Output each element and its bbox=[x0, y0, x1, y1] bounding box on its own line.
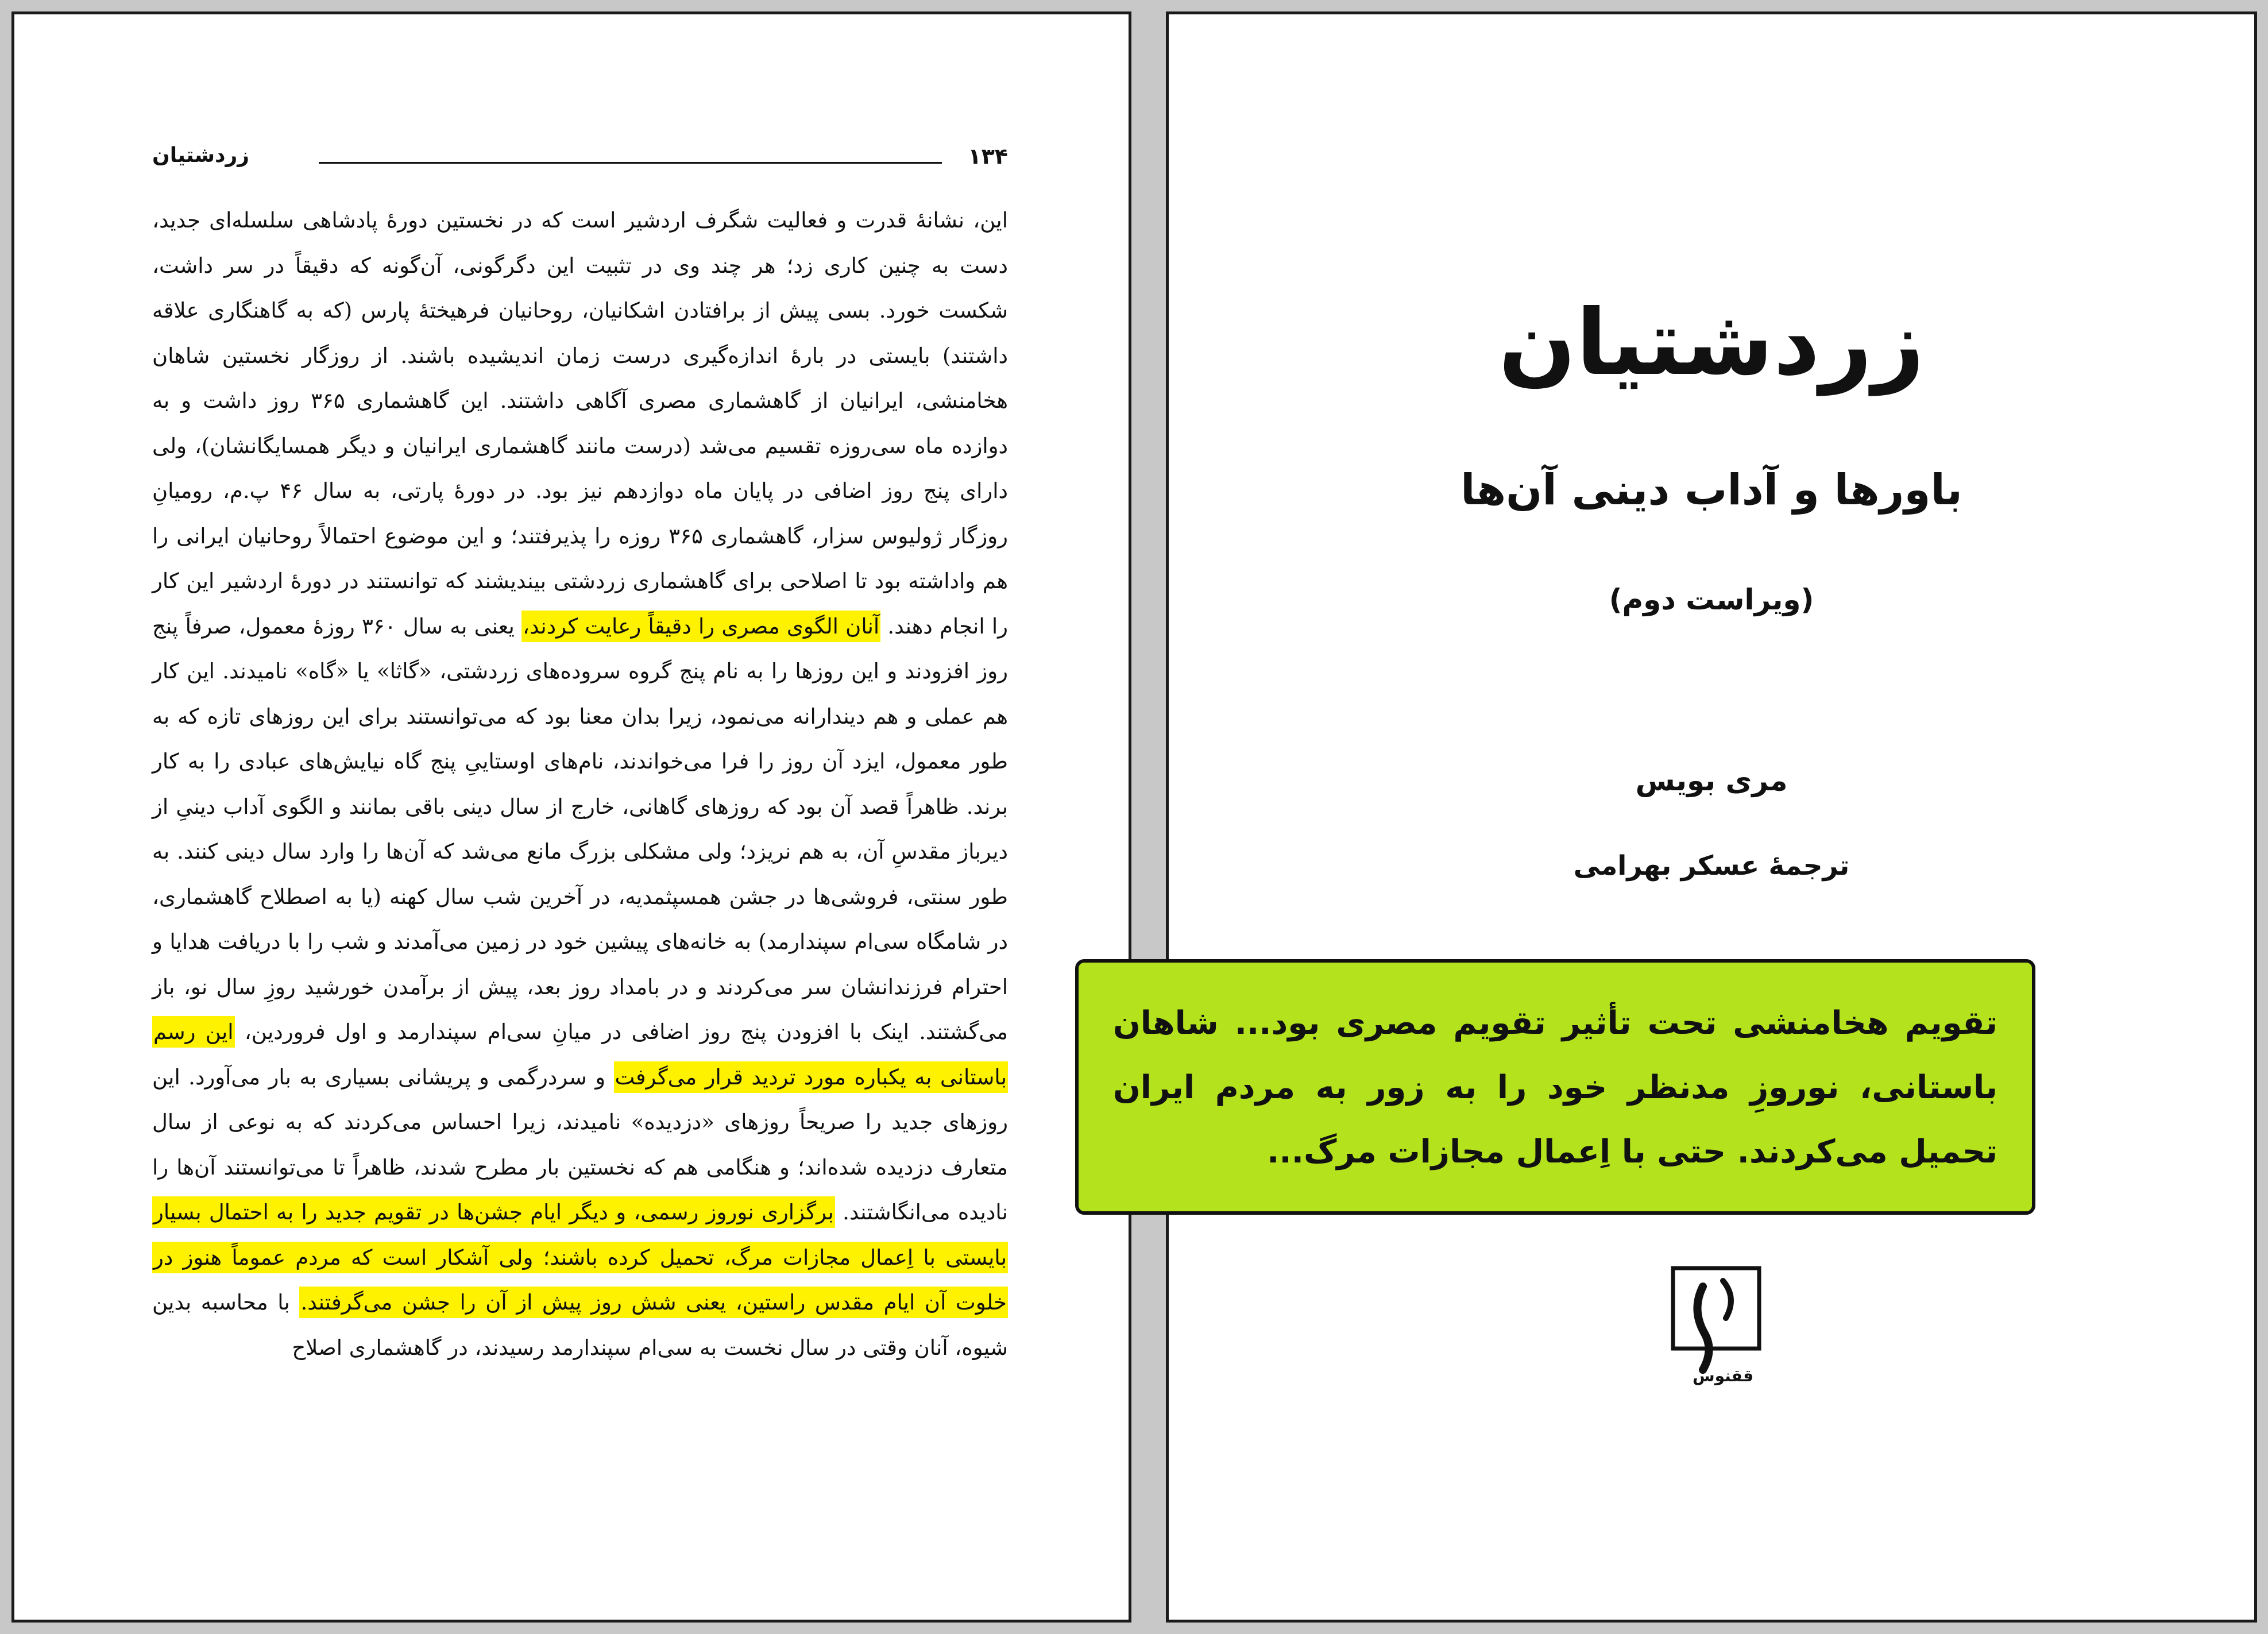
title-page bbox=[1166, 11, 2257, 1623]
highlighted-passage: آنان الگوی مصری را دقیقاً رعایت کردند، bbox=[521, 611, 880, 642]
body-passage: با محاسبه بدین شیوه، آنان وقتی در سال نخست به سی‌ام سپندارمد رسیدند، در گاهشماری اصلاح bbox=[152, 1290, 1008, 1360]
book-author: مری بویس bbox=[1635, 764, 1788, 797]
publisher-logo-icon bbox=[1668, 1264, 1766, 1387]
callout-text: تقویم هخامنشی تحت تأثیر تقویم مصری بود... شاهان باستانی، نوروزِ مدنظر خود را به زور به مردم ایران تحمیل می‌کردند. حتی با اِعمال مجازات مرگ... bbox=[1113, 1005, 1997, 1171]
book-subtitle: باورها و آداب دینی آن‌ها bbox=[1461, 465, 1962, 515]
left-book-page bbox=[11, 11, 1131, 1623]
publisher-logo-text: ققنوس bbox=[1692, 1366, 1754, 1385]
highlighted-passage: این رسم باستانی به یکباره مورد تردید قرار می‌گرفت bbox=[152, 1016, 1008, 1093]
book-title: زردشتیان bbox=[1498, 290, 1925, 396]
body-passage: یعنی به سال ۳۶۰ روزهٔ معمول، صرفاً پنج روز افزودند و این روزها را به نام پنج گروه سروده‌های زردشتی، «گاثا» یا «گاه» نامیدند. این کار هم عملی و هم دیندارانه می‌نمود، زیرا بدان معنا بود که می‌توانستند برای این روزهای تازه که به طور معمول، ایزد آن روز را فرا می‌خواندند، نام‌های اوستاییِ پنج گاه نیایش‌های عبادی را به کار برند. ظاهراً قصد آن بود که روزهای گاهانی، خارج از سال دینی باقی بمانند و الگوی آداب دینیِ از دیرباز مقدسِ آن، به هم نریزد؛ ولی مشکلی بزرگ مانع می‌شد که آن‌ها را وارد سال دینی کنند. به طور سنتی، فروشی‌ها در جشن همسپثمدیه، در آخرین شب سال کهنه (یا به اصطلاح گاهشماری، در شامگاه سی‌ام سپندارمد) به خانه‌های پیشین خود در زمین می‌آمدند و شب را با دریافت هدایا و احترام فرزندانشان سر می‌کردند و در بامداد روز بعد، پیش از برآمدن خورشید روزِ سال نو، باز می‌گشتند. اینک با افزودن پنج روز اضافی در میانِ سی‌ام سپندارمد و اول فروردین، bbox=[152, 613, 1008, 1044]
body-passage: این، نشانهٔ قدرت و فعالیت شگرف اردشیر است که در نخستین دورهٔ پادشاهی سلسله‌ای جدید، دست به چنین کاری زد؛ هر چند وی در تثبیت این دگرگونی، آن‌گونه که دقیقاً در سر داشت، شکست خورد. بسی پیش از برافتادن اشکانیان، روحانیان فرهیختهٔ پارس (که به گاهنگاری علاقه داشتند) بایستی در بارهٔ اندازه‌گیری درست زمان اندیشیده باشند. از روزگار نخستین شاهان هخامنشی، ایرانیان از گاهشماری مصری آگاهی داشتند. این گاهشماری ۳۶۵ روز داشت و به دوازده ماه سی‌روزه تقسیم می‌شد (درست مانند گاهشماری ایرانیان و دیگر همسایگانشان)، ولی دارای پنج روز اضافی در پایان ماه دوازدهم نیز بود. در دورهٔ پارتی، به سال ۴۶ پ.م، رومیانِ روزگار ژولیوس سزار، گاهشماری ۳۶۵ روزه را پذیرفتند؛ و این موضوع احتمالاً روحانیان ایرانی را هم واداشته بود تا اصلاحی برای گاهشماری زردشتی بیندیشند که توانستند در دورهٔ اردشیر این کار را انجام دهند. bbox=[152, 208, 1009, 639]
page-number: ۱۳۴ bbox=[968, 144, 1008, 169]
callout-box bbox=[1075, 959, 2035, 1215]
running-header bbox=[152, 144, 1008, 178]
highlighted-passage: برگزاری نوروز رسمی، و دیگر ایام جشن‌ها در تقویم جدید را به احتمال بسیار بایستی با اِعمال مجازات مرگ، تحمیل کرده باشند؛ ولی آشکار است که مردم عموماً هنوز در خلوت آن ایام مقدس راستین، یعنی شش روز پیش از آن را جشن می‌گرفتند. bbox=[152, 1196, 1008, 1318]
book-edition: (ویراست دوم) bbox=[1609, 583, 1814, 616]
body-passage: و سردرگمی و پریشانی بسیاری به بار می‌آورد. این روزهای جدید را صریحاً روزهای «دزدیده» نامیدند، زیرا احساس می‌کردند که به نوعی از سال متعارف دزدیده شده‌اند؛ و هنگامی هم که نخستین بار مطرح شدند، ظاهراً تا می‌توانستند آن‌ها را نادیده می‌انگاشتند. bbox=[152, 1064, 1008, 1224]
header-rule bbox=[319, 162, 942, 164]
running-title: زردشتیان bbox=[152, 144, 249, 167]
body-text bbox=[152, 198, 1008, 1370]
book-translator: ترجمهٔ عسکر بهرامی bbox=[1573, 850, 1850, 882]
